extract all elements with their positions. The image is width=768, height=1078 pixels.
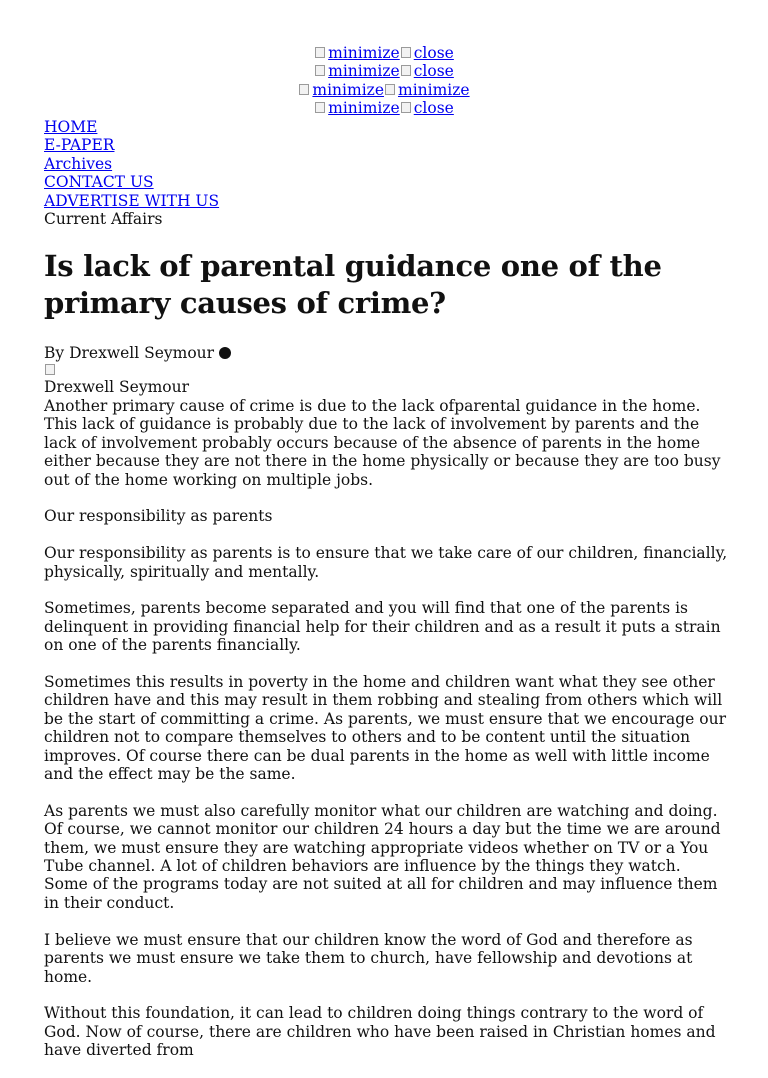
article-paragraph: Our responsibility as parents is to ensure that we take care of our children, financially, physically, spiritually and mentally. — [44, 544, 728, 581]
article-paragraph: Another primary cause of crime is due to the lack ofparental guidance in the home. This lack of guidance is probably due to the lack of involvement by parents and the lack of involvement probably occurs because of the absence of parents in the home either because they are not there in the home physically or because they are too busy out of the home working on multiple jobs. — [44, 397, 721, 489]
article-paragraph: Without this foundation, it can lead to children doing things contrary to the word of God. Now of course, there are children who have been raised in Christian homes and have diverted from — [44, 1004, 716, 1060]
ad-control-row — [0, 99, 768, 117]
byline — [44, 344, 231, 397]
dot-icon — [219, 347, 231, 359]
article-paragraph: Sometimes this results in poverty in the home and children want what they see other children have and this may result in them robbing and stealing from others which will be the start of committing a crime. As parents, we must ensure that we encourage our children not to compare themselves to others and to be content until the situation improves. Of course there can be dual parents in the home as well with little income and the effect may be the same. — [44, 673, 726, 784]
close-button[interactable]: close — [400, 44, 454, 62]
nav-link-archives[interactable]: Archives — [44, 154, 113, 173]
article-paragraph: I believe we must ensure that our children know the word of God and therefore as parents we must ensure we take them to church, have fellowship and devotions at home. — [44, 930, 693, 986]
ad-controls — [0, 44, 768, 118]
nav-link-contact-us[interactable]: CONTACT US — [44, 173, 154, 192]
minimize-button[interactable]: minimize — [298, 81, 384, 99]
article-body — [44, 397, 728, 1078]
close-button[interactable]: close — [400, 62, 454, 80]
close-button[interactable]: close — [400, 99, 454, 117]
article-paragraph: As parents we must also carefully monitor what our children are watching and doing. Of course, we cannot monitor our children 24 hours a day but the time we are around them, we must ensure they are watching appropriate videos whether on TV or a You Tube channel. A lot of children behaviors are influence by the things they watch. Some of the programs today are not suited at all for children and may influence them in their conduct. — [44, 801, 721, 912]
article-subheading: Our responsibility as parents — [44, 507, 273, 526]
minimize-button[interactable]: minimize — [314, 99, 400, 117]
nav-link-e-paper[interactable]: E-PAPER — [44, 136, 115, 155]
main-nav — [44, 118, 219, 228]
nav-link-home[interactable]: HOME — [44, 118, 98, 136]
byline-text: By Drexwell Seymour — [44, 344, 215, 362]
author-caption: Drexwell Seymour — [44, 378, 190, 397]
author-photo-icon — [44, 362, 60, 378]
minimize-button[interactable]: minimize — [384, 81, 470, 99]
ad-control-row — [0, 81, 768, 99]
minimize-button[interactable]: minimize — [314, 44, 400, 62]
article-title: Is lack of parental guidance one of the primary causes of crime? — [44, 249, 662, 320]
minimize-button[interactable]: minimize — [314, 62, 400, 80]
category-label: Current Affairs — [44, 210, 163, 229]
article-paragraph: Sometimes, parents become separated and you will find that one of the parents is delinquent in providing financial help for their children and as a result it puts a strain on one of the parents financially. — [44, 599, 721, 655]
ad-control-row — [0, 44, 768, 62]
ad-control-row — [0, 62, 768, 80]
nav-link-advertise[interactable]: ADVERTISE WITH US — [44, 191, 220, 210]
